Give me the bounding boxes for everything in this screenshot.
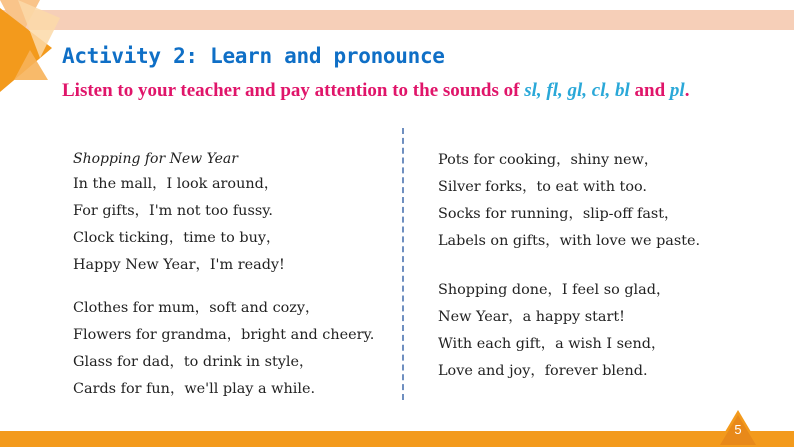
poem-title: Shopping for New Year	[73, 151, 238, 167]
poem-line: Flowers for grandma，bright and cheery.	[73, 327, 375, 343]
activity-title: Activity 2: Learn and pronounce	[62, 44, 445, 68]
instruction-prefix: Listen to your teacher and pay attention to the sounds of	[62, 80, 525, 101]
instruction-suffix: .	[684, 80, 690, 101]
sounds-list: sl, fl, gl, cl, bl	[524, 80, 630, 101]
instruction-text	[62, 80, 689, 102]
poem-line: For gifts，I'm not too fussy.	[73, 203, 274, 219]
poem-line: Cards for fun，we'll play a while.	[73, 381, 316, 397]
stanza-gap	[438, 255, 768, 277]
poem-line: Labels on gifts，with love we paste.	[438, 233, 701, 249]
corner-triangles-decoration	[0, 0, 70, 100]
poem-line: With each gift，a wish I send，	[438, 336, 666, 352]
poem-line: New Year，a happy start!	[438, 309, 625, 325]
footer-band	[0, 431, 794, 447]
column-divider	[402, 128, 404, 400]
poem-line: Socks for running，slip-off fast，	[438, 206, 679, 222]
poem-line: Silver forks，to eat with too.	[438, 179, 647, 195]
poem-line: In the mall，I look around，	[73, 176, 279, 192]
sound-pl: pl	[669, 80, 685, 101]
instruction-connector: and	[629, 80, 670, 101]
header-band	[0, 10, 794, 30]
poem-line: Clock ticking，time to buy，	[73, 230, 281, 246]
poem-line: Happy New Year，I'm ready!	[73, 257, 285, 273]
poem-right-column	[438, 147, 768, 385]
poem-line: Pots for cooking，shiny new，	[438, 152, 659, 168]
page-number: 5	[734, 422, 742, 437]
poem-left-column	[73, 147, 393, 403]
poem-line: Clothes for mum，soft and cozy，	[73, 300, 320, 316]
stanza-gap	[73, 279, 393, 295]
poem-line: Shopping done，I feel so glad，	[438, 282, 671, 298]
poem-line: Glass for dad，to drink in style，	[73, 354, 314, 370]
poem-line: Love and joy，forever blend.	[438, 363, 648, 379]
